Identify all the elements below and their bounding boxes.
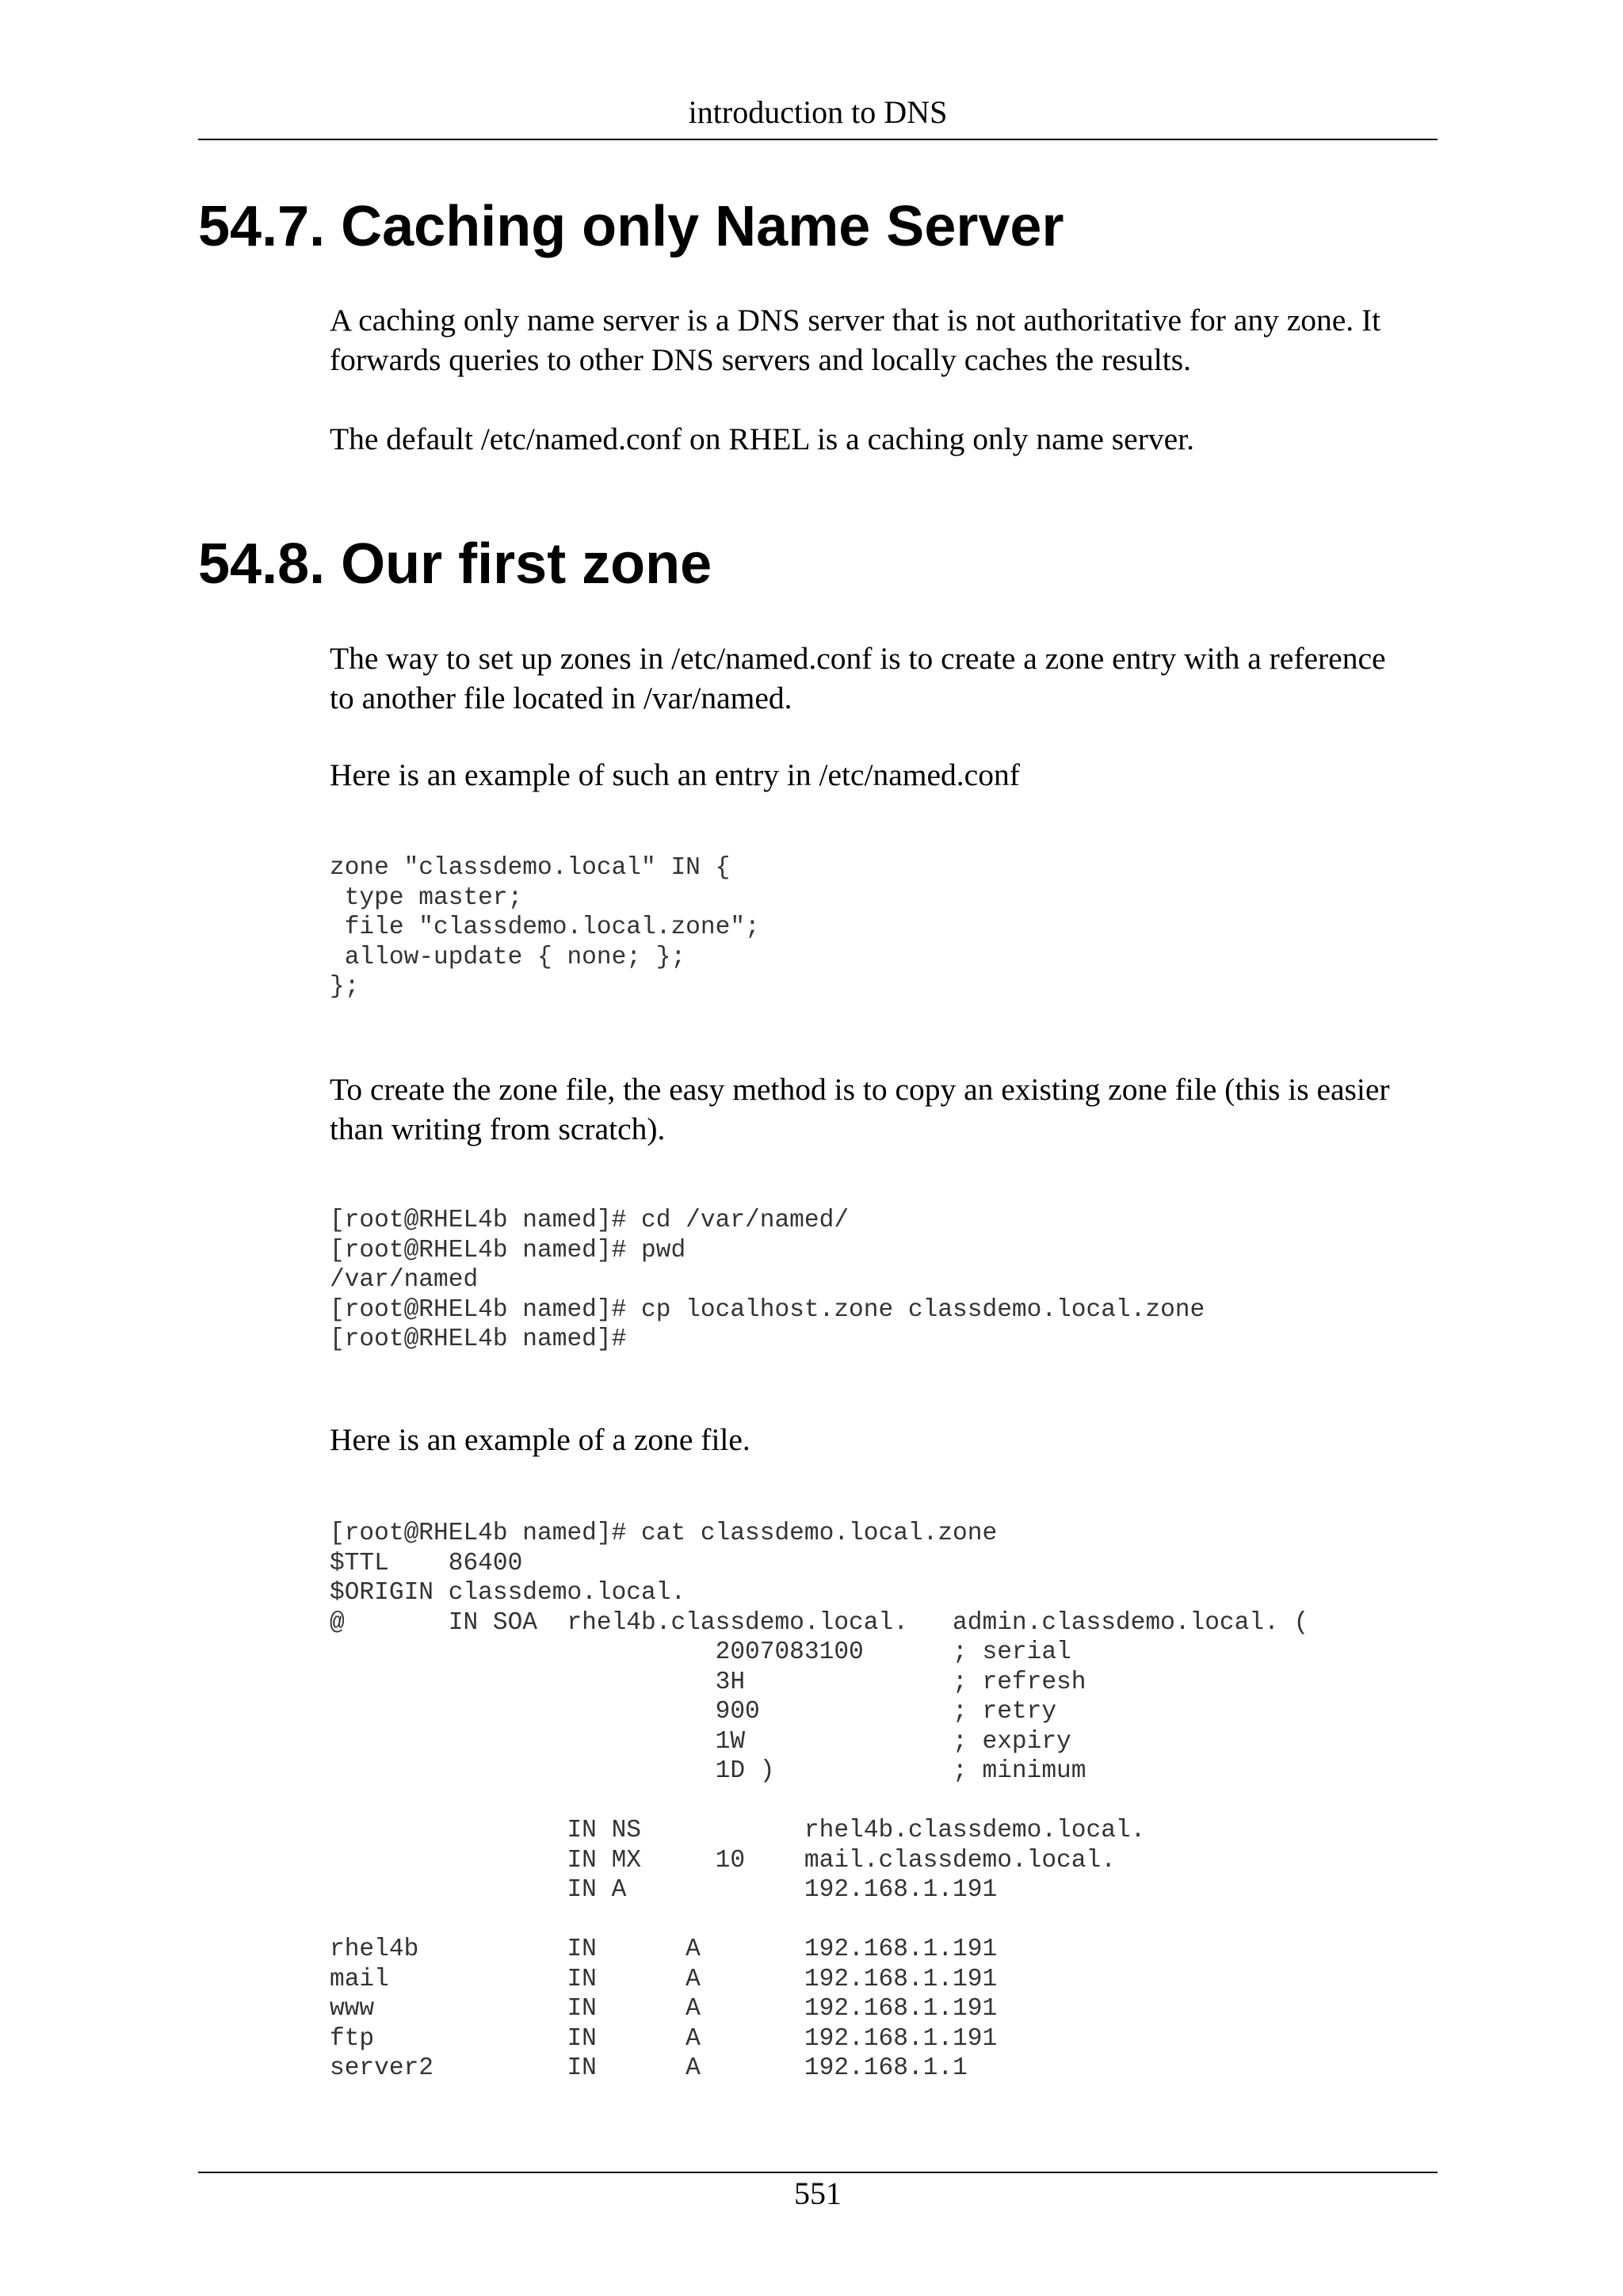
code-line: allow-update { none; }; <box>330 943 686 971</box>
code-line: type master; <box>330 883 523 912</box>
paragraph-zone-file-example-intro <box>330 1420 1439 1459</box>
code-line: 1D ) ; minimum <box>330 1757 1086 1785</box>
code-line: IN MX 10 mail.classdemo.local. <box>330 1846 1116 1875</box>
code-line: }; <box>330 973 360 1001</box>
paragraph-default-named-conf <box>330 419 1439 459</box>
text-line: A caching only name server is a DNS server that is not authoritative for any zone. It <box>330 303 1381 338</box>
code-line: @ IN SOA rhel4b.classdemo.local. admin.classdemo.local. ( <box>330 1608 1309 1637</box>
code-line: zone "classdemo.local" IN { <box>330 854 731 882</box>
paragraph-caching-definition <box>330 300 1439 379</box>
text-line: than writing from scratch). <box>330 1112 666 1146</box>
page-number: 551 <box>794 2176 842 2211</box>
code-line: 2007083100 ; serial <box>330 1638 1071 1666</box>
section-heading-first-zone: 54.8. Our first zone <box>198 532 712 596</box>
code-line: mail IN A 192.168.1.191 <box>330 1965 998 1993</box>
code-line: rhel4b IN A 192.168.1.191 <box>330 1936 998 1963</box>
code-line: 1W ; expiry <box>330 1727 1071 1756</box>
code-line: /var/named <box>330 1266 479 1294</box>
code-block-zone-entry <box>330 853 760 1002</box>
paragraph-entry-example-intro <box>330 755 1439 795</box>
code-line: www IN A 192.168.1.191 <box>330 1995 998 2023</box>
code-line: IN NS rhel4b.classdemo.local. <box>330 1817 1146 1844</box>
code-line: [root@RHEL4b named]# pwd <box>330 1236 686 1264</box>
code-line: 3H ; refresh <box>330 1668 1086 1696</box>
code-line <box>330 1905 1308 1936</box>
text-line: The way to set up zones in /etc/named.conf is to create a zone entry with a reference <box>330 641 1386 676</box>
code-block-zone-file <box>330 1519 1308 2084</box>
running-header: introduction to DNS <box>688 94 948 130</box>
code-line: [root@RHEL4b named]# cp localhost.zone classdemo.local.zone <box>330 1295 1205 1324</box>
text-line: The default /etc/named.conf on RHEL is a caching only name server. <box>330 421 1194 456</box>
code-line: server2 IN A 192.168.1.1 <box>330 2054 968 2082</box>
code-line: $TTL 86400 <box>330 1549 523 1577</box>
code-line: [root@RHEL4b named]# cat classdemo.local.zone <box>330 1520 998 1547</box>
text-line: To create the zone file, the easy method is to copy an existing zone file (this is easier <box>330 1072 1390 1107</box>
text-line: forwards queries to other DNS servers and locally caches the results. <box>330 342 1192 377</box>
section-heading-caching-only: 54.7. Caching only Name Server <box>198 195 1064 258</box>
footer-rule <box>198 2172 1438 2173</box>
text-line: to another file located in /var/named. <box>330 681 792 715</box>
code-block-copy-commands <box>330 1206 1205 1355</box>
code-line: [root@RHEL4b named]# cd /var/named/ <box>330 1207 850 1234</box>
code-line: IN A 192.168.1.191 <box>330 1876 998 1904</box>
paragraph-copy-zone-file <box>330 1070 1439 1149</box>
code-line: [root@RHEL4b named]# <box>330 1325 627 1353</box>
text-line: Here is an example of such an entry in /etc/named.conf <box>330 757 1020 792</box>
code-line <box>330 1787 1308 1817</box>
code-line: $ORIGIN classdemo.local. <box>330 1579 686 1607</box>
code-line: ftp IN A 192.168.1.191 <box>330 2024 998 2053</box>
code-line: 900 ; retry <box>330 1698 1057 1726</box>
header-rule <box>198 139 1438 140</box>
text-line: Here is an example of a zone file. <box>330 1422 750 1457</box>
paragraph-zone-setup <box>330 639 1439 718</box>
code-line: file "classdemo.local.zone"; <box>330 913 760 941</box>
